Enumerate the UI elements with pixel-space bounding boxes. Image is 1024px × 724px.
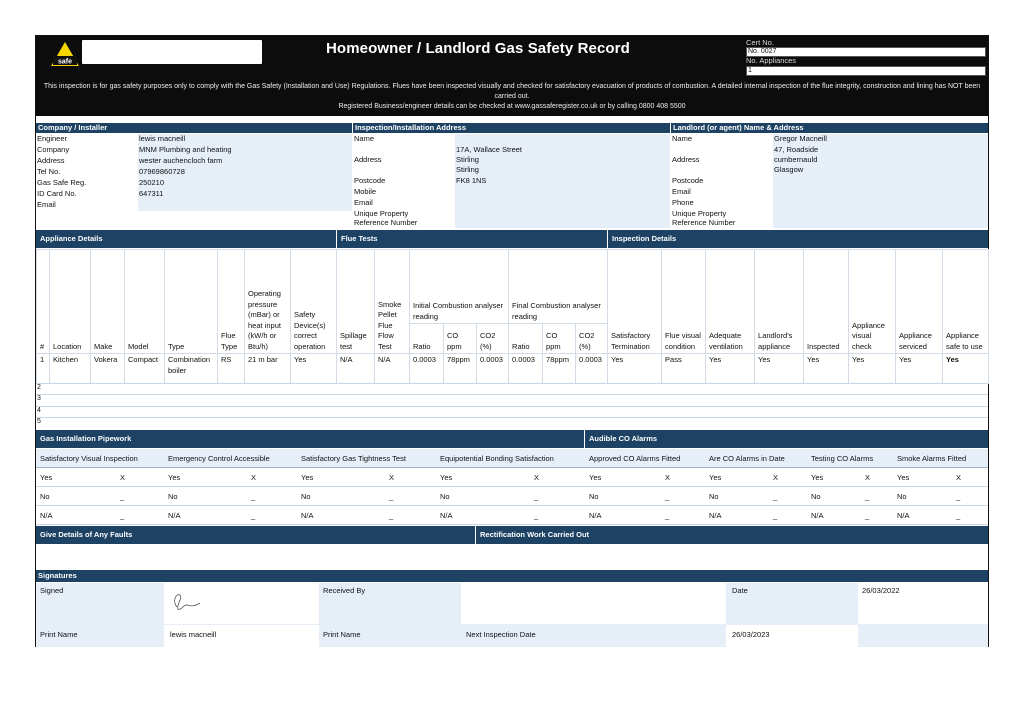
option-yes: Yes	[440, 473, 453, 482]
option-na: N/A	[589, 511, 602, 520]
mark-checkbox[interactable]: _	[389, 492, 394, 501]
cell-ventilation[interactable]: Yes	[706, 354, 755, 384]
option-na: N/A	[301, 511, 314, 520]
insp-mobile-label: Mobile	[354, 187, 377, 196]
row-num-2: 2	[37, 384, 41, 391]
cell-safety[interactable]: Yes	[291, 354, 337, 384]
flue-tests-header: Flue Tests	[337, 230, 607, 248]
row-divider	[36, 394, 988, 395]
col-flue-type: Flue Type	[218, 250, 245, 354]
logo-text: safe	[57, 58, 73, 66]
mark-checkbox[interactable]: _	[865, 511, 870, 520]
next-inspection-label: Next Inspection Date	[466, 630, 536, 639]
row-num-3: 3	[37, 395, 41, 402]
row-divider	[36, 486, 988, 487]
insp-ref-label-1: Unique Property	[354, 209, 409, 218]
col-final: Final Combustion analyser reading	[509, 250, 608, 324]
insp-ref-label-2: Reference Number	[354, 218, 418, 227]
date-value[interactable]: 26/03/2022	[862, 586, 900, 595]
row-divider	[36, 417, 988, 418]
received-by-field[interactable]	[461, 583, 726, 624]
col-location: Location	[50, 250, 91, 354]
col-i-co2: CO2 (%)	[477, 324, 509, 354]
cell-i-co2[interactable]: 0.0003	[477, 354, 509, 384]
option-no: No	[168, 492, 178, 501]
col-initial: Initial Combustion analyser reading	[410, 250, 509, 324]
next-inspection-value[interactable]: 26/03/2023	[732, 630, 770, 639]
mark-checkbox[interactable]: X	[865, 473, 871, 482]
option-yes: Yes	[301, 473, 314, 482]
option-yes: Yes	[168, 473, 181, 482]
insp-address-label: Address	[354, 155, 382, 164]
cell-inspected[interactable]: Yes	[804, 354, 849, 384]
option-no: No	[589, 492, 599, 501]
ll-name-value[interactable]: Gregor Macneill	[774, 134, 827, 143]
cell-visual-check[interactable]: Yes	[849, 354, 896, 384]
mark-checkbox[interactable]: X	[773, 473, 779, 482]
mark-checkbox[interactable]: _	[956, 492, 961, 501]
table-row[interactable]	[37, 354, 989, 384]
pipework-header-4: Equipotential Bonding Satisfaction	[440, 454, 554, 463]
cert-box	[746, 39, 986, 76]
col-safety: Safety Device(s) correct operation	[291, 250, 337, 354]
engineer-value[interactable]: lewis macneill	[139, 134, 186, 143]
cell-f-co2[interactable]: 0.0003	[576, 354, 608, 384]
option-yes: Yes	[709, 473, 722, 482]
option-na: N/A	[811, 511, 824, 520]
row-divider	[36, 406, 988, 407]
ll-postcode-label: Postcode	[672, 176, 704, 185]
cell-f-ratio[interactable]: 0.0003	[509, 354, 543, 384]
mark-checkbox[interactable]: _	[120, 492, 125, 501]
option-yes: Yes	[897, 473, 910, 482]
col-inspected: Inspected	[804, 250, 849, 354]
col-i-co: CO ppm	[444, 324, 477, 354]
pipework-header-2: Emergency Control Accessible	[168, 454, 270, 463]
insp-postcode-label: Postcode	[354, 176, 386, 185]
col-visual-check: Appliance visual check	[849, 250, 896, 354]
faults-area[interactable]	[36, 544, 475, 566]
mark-checkbox[interactable]: X	[120, 473, 126, 482]
pipework-section-header: Gas Installation Pipework	[36, 430, 584, 448]
signature-scribble-icon	[168, 589, 208, 613]
row-divider	[36, 505, 988, 506]
ll-phone-label: Phone	[672, 198, 694, 207]
option-no: No	[709, 492, 719, 501]
appliance-details-header: Appliance Details	[36, 230, 336, 248]
option-yes: Yes	[589, 473, 602, 482]
row-divider	[36, 467, 988, 468]
col-ventilation: Adequate ventilation	[706, 250, 755, 354]
print-name-label-2: Print Name	[323, 630, 361, 639]
pipework-header-3: Satisfactory Gas Tightness Test	[301, 454, 406, 463]
option-no: No	[40, 492, 50, 501]
row-divider	[36, 383, 988, 384]
option-no: No	[811, 492, 821, 501]
cert-no-label: Cert No.	[746, 38, 774, 47]
mark-checkbox[interactable]: _	[773, 511, 778, 520]
col-spillage: Spillage test	[337, 250, 375, 354]
mark-checkbox[interactable]: X	[956, 473, 962, 482]
row-divider	[36, 524, 988, 525]
mark-checkbox[interactable]: _	[534, 511, 539, 520]
co-header-3: Testing CO Alarms	[811, 454, 874, 463]
cell-type[interactable]: Combination boiler	[165, 354, 218, 384]
co-header-2: Are CO Alarms in Date	[709, 454, 785, 463]
mark-checkbox[interactable]: _	[773, 492, 778, 501]
inspection-address-section-header: Inspection/Installation Address	[353, 123, 670, 133]
cell-num: 1	[37, 354, 50, 384]
mark-checkbox[interactable]: _	[665, 511, 670, 520]
ll-ref-label-1: Unique Property	[672, 209, 727, 218]
inspection-details-header: Inspection Details	[608, 230, 988, 248]
option-no: No	[301, 492, 311, 501]
signatures-section-header: Signatures	[36, 570, 988, 582]
option-no: No	[440, 492, 450, 501]
cell-smoke[interactable]: N/A	[375, 354, 410, 384]
logo-banner	[82, 40, 262, 64]
col-f-co2: CO2 (%)	[576, 324, 608, 354]
mark-checkbox[interactable]: X	[665, 473, 671, 482]
rectification-area[interactable]	[476, 544, 988, 566]
cell-f-co[interactable]: 78ppm	[543, 354, 576, 384]
col-type: Type	[165, 250, 218, 354]
col-safe: Appliance safe to use	[943, 250, 989, 354]
row-num-4: 4	[37, 407, 41, 414]
col-flue-visual: Flue visual condition	[662, 250, 706, 354]
date-label: Date	[732, 586, 748, 595]
mark-checkbox[interactable]: _	[251, 492, 256, 501]
ll-address-line-2[interactable]: cumbernauld	[774, 155, 818, 164]
col-i-ratio: Ratio	[410, 324, 444, 354]
company-section-header: Company / Installer	[36, 123, 352, 133]
col-serviced: Appliance serviced	[896, 250, 943, 354]
signed-label: Signed	[40, 586, 64, 595]
email-label: Email	[37, 200, 56, 209]
col-num: #	[37, 250, 50, 354]
page-title: Homeowner / Landlord Gas Safety Record	[326, 40, 630, 57]
col-smoke: Smoke Pellet Flue Flow Test	[375, 250, 410, 354]
faults-section-header: Give Details of Any Faults	[36, 526, 475, 544]
cell-flue-type[interactable]: RS	[218, 354, 245, 384]
gas-safe-reg-value[interactable]: 250210	[139, 178, 165, 187]
insp-address-line-2[interactable]: Stirling	[456, 155, 479, 164]
mark-checkbox[interactable]: _	[956, 511, 961, 520]
col-make: Make	[91, 250, 125, 354]
mark-checkbox[interactable]: _	[251, 511, 256, 520]
tel-value[interactable]: 07969860728	[139, 167, 185, 176]
ll-ref-label-2: Reference Number	[672, 218, 736, 227]
option-yes: Yes	[811, 473, 824, 482]
print-name-value[interactable]: lewis macneill	[170, 630, 217, 639]
pipework-header-1: Satisfactory Visual Inspection	[40, 454, 138, 463]
ll-address-label: Address	[672, 155, 700, 164]
table-header-row	[37, 250, 989, 324]
cell-termination[interactable]: Yes	[608, 354, 662, 384]
col-model: Model	[125, 250, 165, 354]
id-card-label: ID Card No.	[37, 189, 77, 198]
cell-safe[interactable]: Yes	[943, 354, 989, 384]
mark-checkbox[interactable]: X	[389, 473, 395, 482]
cell-make[interactable]: Vokera	[91, 354, 125, 384]
mark-checkbox[interactable]: _	[534, 492, 539, 501]
ll-address-line-1[interactable]: 47, Roadside	[774, 145, 819, 154]
option-na: N/A	[440, 511, 453, 520]
address-value[interactable]: wester auchencloch farm	[139, 156, 223, 165]
col-termination: Satisfactory Termination	[608, 250, 662, 354]
print-name-label: Print Name	[40, 630, 78, 639]
appliances-field[interactable]: 1	[746, 66, 986, 76]
co-header-4: Smoke Alarms Fitted	[897, 454, 967, 463]
engineer-label: Engineer	[37, 134, 68, 143]
cell-location[interactable]: Kitchen	[50, 354, 91, 384]
row-num-5: 5	[37, 418, 41, 425]
co-header-1: Approved CO Alarms Fitted	[589, 454, 681, 463]
col-f-ratio: Ratio	[509, 324, 543, 354]
cell-i-co[interactable]: 78ppm	[444, 354, 477, 384]
cell-flue-visual[interactable]: Pass	[662, 354, 706, 384]
gas-safe-reg-label: Gas Safe Reg.	[37, 178, 87, 187]
gas-safe-logo-icon	[50, 41, 80, 67]
option-no: No	[897, 492, 907, 501]
address-label: Address	[37, 156, 65, 165]
insp-address-line-1[interactable]: 17A, Wallace Street	[456, 145, 523, 154]
company-value[interactable]: MNM Plumbing and heating	[139, 145, 232, 154]
ll-name-label: Name	[672, 134, 693, 143]
cell-serviced[interactable]: Yes	[896, 354, 943, 384]
rectification-section-header: Rectification Work Carried Out	[476, 526, 988, 544]
mark-checkbox[interactable]: _	[665, 492, 670, 501]
gas-safety-record-form	[35, 35, 989, 647]
landlord-section-header: Landlord (or agent) Name & Address	[671, 123, 988, 133]
received-by-label: Received By	[323, 586, 366, 595]
disclaimer-text: This inspection is for gas safety purposes only to comply with the Gas Safety (Installation and Use) Regulations. Flues have been inspected visually and checked for satisfactory evacuation of products of combustion. A detailed internal inspection of the flue integrity, construction and lining has NOT been carried out.	[43, 83, 981, 100]
disclaimer	[38, 82, 986, 112]
appliance-table	[36, 249, 989, 384]
mark-checkbox[interactable]: _	[865, 492, 870, 501]
mark-checkbox[interactable]: _	[120, 511, 125, 520]
option-na: N/A	[709, 511, 722, 520]
mark-checkbox[interactable]: X	[534, 473, 540, 482]
header-bar	[36, 36, 988, 116]
option-na: N/A	[40, 511, 53, 520]
mark-checkbox[interactable]: X	[251, 473, 257, 482]
cert-no-field[interactable]: No. 0027	[746, 47, 986, 57]
company-label: Company	[37, 145, 70, 154]
col-pressure: Operating pressure (mBar) or heat input (kW/h or Btu/h)	[245, 250, 291, 354]
cell-spillage[interactable]: N/A	[337, 354, 375, 384]
insp-address-line-3[interactable]: Stirling	[456, 165, 479, 174]
col-f-co: CO ppm	[543, 324, 576, 354]
cell-pressure[interactable]: 21 m bar	[245, 354, 291, 384]
mark-checkbox[interactable]: _	[389, 511, 394, 520]
insp-name-label: Name	[354, 134, 375, 143]
co-alarms-section-header: Audible CO Alarms	[585, 430, 988, 448]
appliances-label: No. Appliances	[746, 56, 797, 65]
ll-address-line-3[interactable]: Glasgow	[774, 165, 804, 174]
option-yes: Yes	[40, 473, 53, 482]
signature-field[interactable]	[164, 583, 319, 624]
register-note: Registered Business/engineer details can be checked at www.gassaferegister.co.uk or by calling 0800 408 5500	[338, 103, 686, 110]
cell-i-ratio[interactable]: 0.0003	[410, 354, 444, 384]
option-na: N/A	[897, 511, 910, 520]
option-na: N/A	[168, 511, 181, 520]
cell-landlords[interactable]: Yes	[755, 354, 804, 384]
id-card-value[interactable]: 647311	[139, 189, 164, 198]
ll-email-label: Email	[672, 187, 691, 196]
tel-label: Tel No.	[37, 167, 61, 176]
insp-postcode-value[interactable]: FK8 1NS	[456, 176, 487, 185]
col-landlords: Landlord's appliance	[755, 250, 804, 354]
insp-email-label: Email	[354, 198, 373, 207]
cell-model[interactable]: Compact	[125, 354, 165, 384]
